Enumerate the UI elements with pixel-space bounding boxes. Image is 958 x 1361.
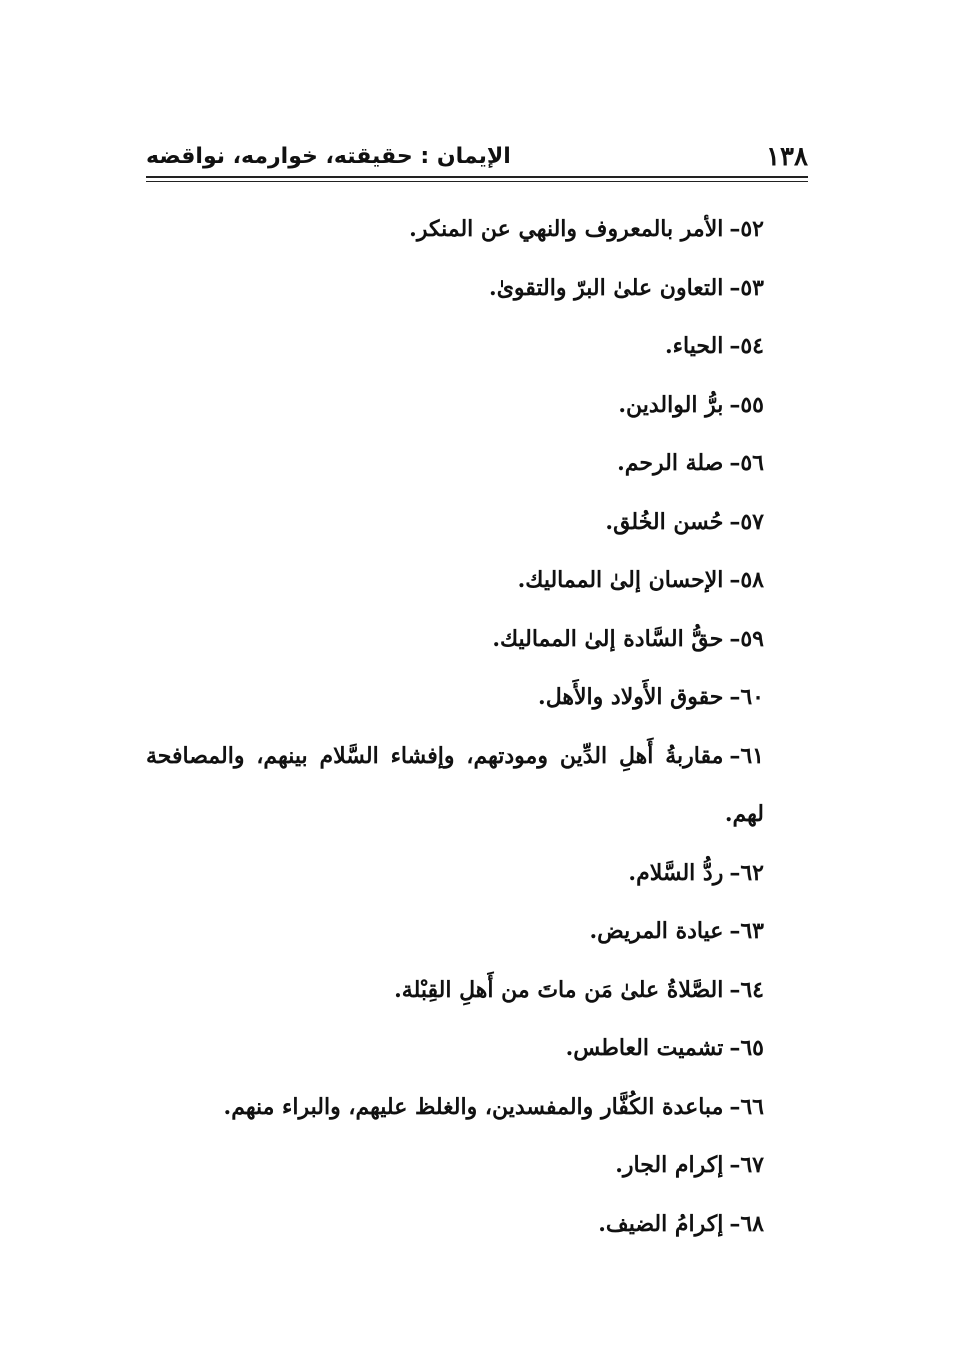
item-text: الصَّلاةُ علىٰ مَن ماتَ من أَهلِ القِبْلة. <box>394 976 724 1003</box>
list-item <box>146 317 764 376</box>
item-text: صلة الرحم. <box>617 450 724 476</box>
item-number: ٥٦– <box>729 450 764 476</box>
item-text: حقوق الأَولاد والأَهل. <box>538 684 724 710</box>
item-number: ٥٣– <box>729 274 764 301</box>
item-text: الحياء. <box>664 333 724 359</box>
list-item <box>146 200 764 259</box>
item-text: مقاربةُ أَهلِ الدِّين ومودتهم، وإفشاء السَّلام بينهم، والمصافحة لهم. <box>146 742 764 827</box>
item-number: ٥٢– <box>729 216 764 242</box>
list-item <box>146 961 764 1020</box>
item-text: مباعدة الكُفَّار والمفسدين، والغلظ عليهم، والبراء منهم. <box>223 1093 724 1120</box>
list-item <box>146 493 764 552</box>
item-text: حُسن الخُلق. <box>605 508 724 535</box>
list-item <box>146 1136 764 1195</box>
item-number: ٥٧– <box>729 508 764 535</box>
item-number: ٦٦– <box>729 1093 764 1120</box>
list-item <box>146 259 764 318</box>
item-text: الإحسان إلىٰ المماليك. <box>517 567 724 593</box>
item-text: تشميت العاطس. <box>565 1035 724 1061</box>
list-item <box>146 902 764 961</box>
list-item <box>146 434 764 493</box>
item-number: ٥٩– <box>729 625 764 652</box>
item-number: ٦٠– <box>729 684 764 710</box>
item-text: حقُّ السَّادة إلىٰ المماليك. <box>492 625 724 652</box>
item-number: ٦٢– <box>729 859 764 886</box>
item-number: ٦٥– <box>729 1035 764 1061</box>
item-text: عيادة المريض. <box>589 918 724 944</box>
item-list <box>146 200 764 1253</box>
list-item <box>146 668 764 727</box>
item-number: ٦٣– <box>729 918 764 944</box>
list-item <box>146 1078 764 1137</box>
item-number: ٦١– <box>729 742 764 769</box>
list-item <box>146 551 764 610</box>
list-item <box>146 844 764 903</box>
item-text: برُّ الوالدين. <box>618 391 724 418</box>
page-header <box>146 140 808 174</box>
item-number: ٦٨– <box>729 1210 764 1237</box>
item-text: إكرام الجار. <box>615 1152 724 1178</box>
item-number: ٥٥– <box>729 391 764 418</box>
item-text: ردُّ السَّلام. <box>628 859 724 886</box>
running-title: الإيمان : حقيقته، خوارمه، نواقضه <box>146 144 511 169</box>
list-item <box>146 610 764 669</box>
item-text: الأمر بالمعروف والنهي عن المنكر. <box>409 216 724 242</box>
item-number: ٥٨– <box>729 567 764 593</box>
header-rule-thin <box>146 181 808 182</box>
item-number: ٥٤– <box>729 333 764 359</box>
item-text: التعاون علىٰ البرّ والتقوىٰ. <box>489 274 724 301</box>
item-number: ٦٧– <box>729 1152 764 1178</box>
header-rule-thick <box>146 176 808 178</box>
list-item <box>146 1019 764 1078</box>
list-item <box>146 727 958 844</box>
page-number: ١٣٨ <box>766 142 808 172</box>
list-item <box>146 376 764 435</box>
item-number: ٦٤– <box>729 976 764 1003</box>
list-item <box>146 1195 764 1254</box>
item-text: إكرامُ الضيف. <box>598 1210 724 1237</box>
